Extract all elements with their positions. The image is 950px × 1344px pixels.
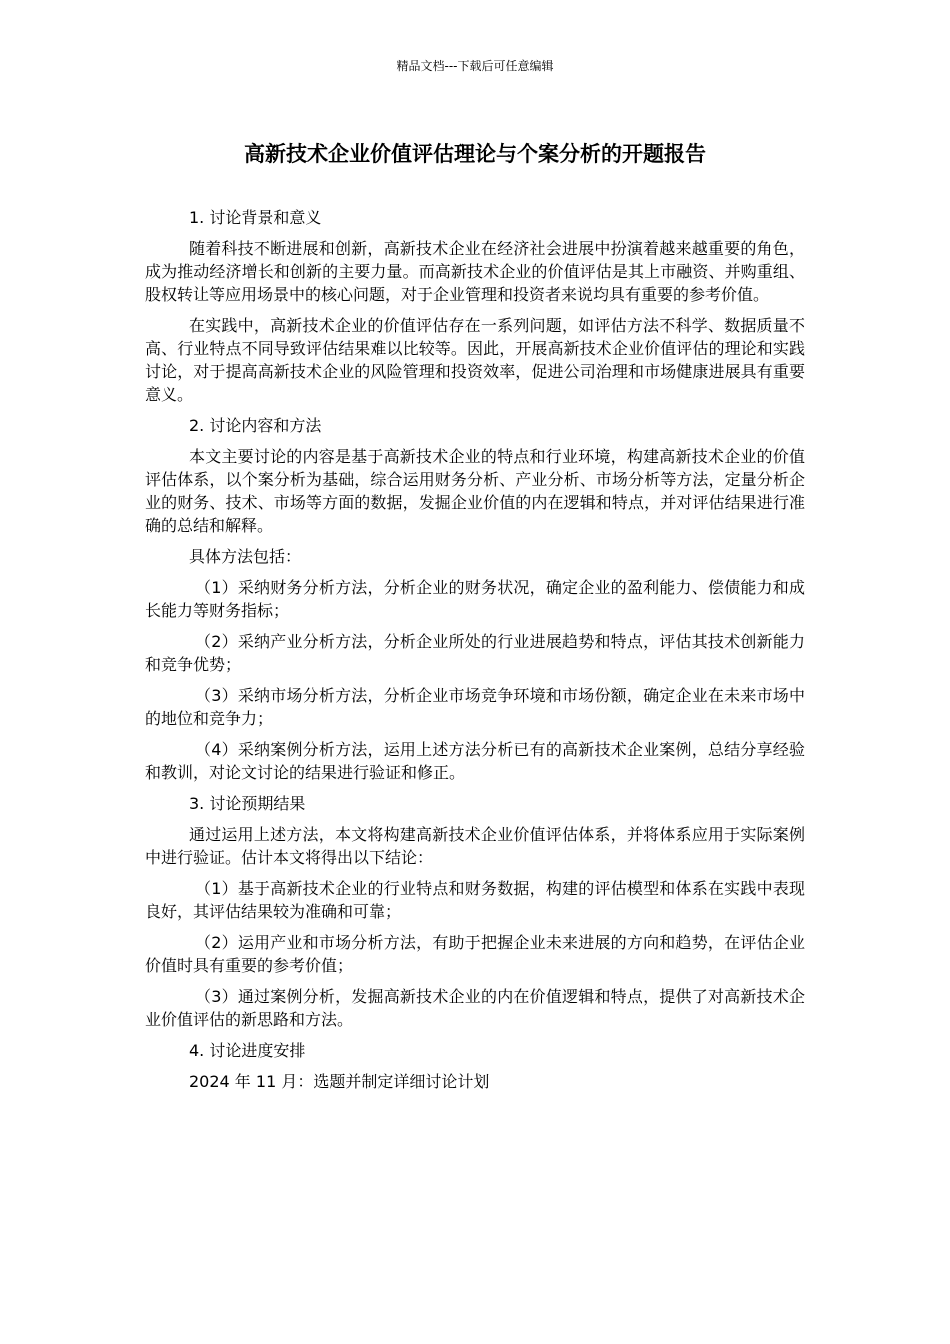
document-title: 高新技术企业价值评估理论与个案分析的开题报告 xyxy=(244,142,706,166)
section-heading: 3. 讨论预期结果 xyxy=(189,794,306,813)
paragraph: 在实践中，高新技术企业的价值评估存在一系列问题，如评估方法不科学、数据质量不高、行业特点不同导致评估结果难以比较等。因此，开展高新技术企业价值评估的理论和实践讨论，对于提高高新技术企业的风险管理和投资效率，促进公司治理和市场健康进展具有重要意义。 xyxy=(145,316,805,404)
list-item: （4）采纳案例分析方法，运用上述方法分析已有的高新技术企业案例，总结分享经验和教训，对论文讨论的结果进行验证和修正。 xyxy=(145,740,805,782)
list-item: （1）基于高新技术企业的行业特点和财务数据，构建的评估模型和体系在实践中表现良好，其评估结果较为准确和可靠； xyxy=(145,879,805,921)
document-body xyxy=(145,206,805,1101)
paragraph: 通过运用上述方法，本文将构建高新技术企业价值评估体系，并将体系应用于实际案例中进行验证。估计本文将得出以下结论： xyxy=(145,825,805,867)
paragraph: 随着科技不断进展和创新，高新技术企业在经济社会进展中扮演着越来越重要的角色，成为推动经济增长和创新的主要力量。而高新技术企业的价值评估是其上市融资、并购重组、股权转让等应用场景中的核心问题，对于企业管理和投资者来说均具有重要的参考价值。 xyxy=(145,239,805,304)
paragraph: 本文主要讨论的内容是基于高新技术企业的特点和行业环境，构建高新技术企业的价值评估体系，以个案分析为基础，综合运用财务分析、产业分析、市场分析等方法，定量分析企业的财务、技术、市场等方面的数据，发掘企业价值的内在逻辑和特点，并对评估结果进行准确的总结和解释。 xyxy=(145,447,805,535)
list-item: （3）通过案例分析，发掘高新技术企业的内在价值逻辑和特点，提供了对高新技术企业价值评估的新思路和方法。 xyxy=(145,987,805,1029)
list-item: （1）采纳财务分析方法，分析企业的财务状况，确定企业的盈利能力、偿债能力和成长能力等财务指标； xyxy=(145,578,805,620)
section-heading: 2. 讨论内容和方法 xyxy=(189,416,322,435)
section-heading: 1. 讨论背景和意义 xyxy=(189,208,322,227)
list-item: （3）采纳市场分析方法，分析企业市场竞争环境和市场份额，确定企业在未来市场中的地位和竞争力； xyxy=(145,686,805,728)
list-item: （2）采纳产业分析方法，分析企业所处的行业进展趋势和特点，评估其技术创新能力和竞争优势； xyxy=(145,632,805,674)
paragraph: 2024 年 11 月：选题并制定详细讨论计划 xyxy=(189,1072,490,1091)
list-item: （2）运用产业和市场分析方法，有助于把握企业未来进展的方向和趋势，在评估企业价值时具有重要的参考价值； xyxy=(145,933,805,975)
paragraph: 具体方法包括： xyxy=(189,547,302,566)
page-header: 精品文档---下载后可任意编辑 xyxy=(396,59,554,73)
section-heading: 4. 讨论进度安排 xyxy=(189,1041,306,1060)
